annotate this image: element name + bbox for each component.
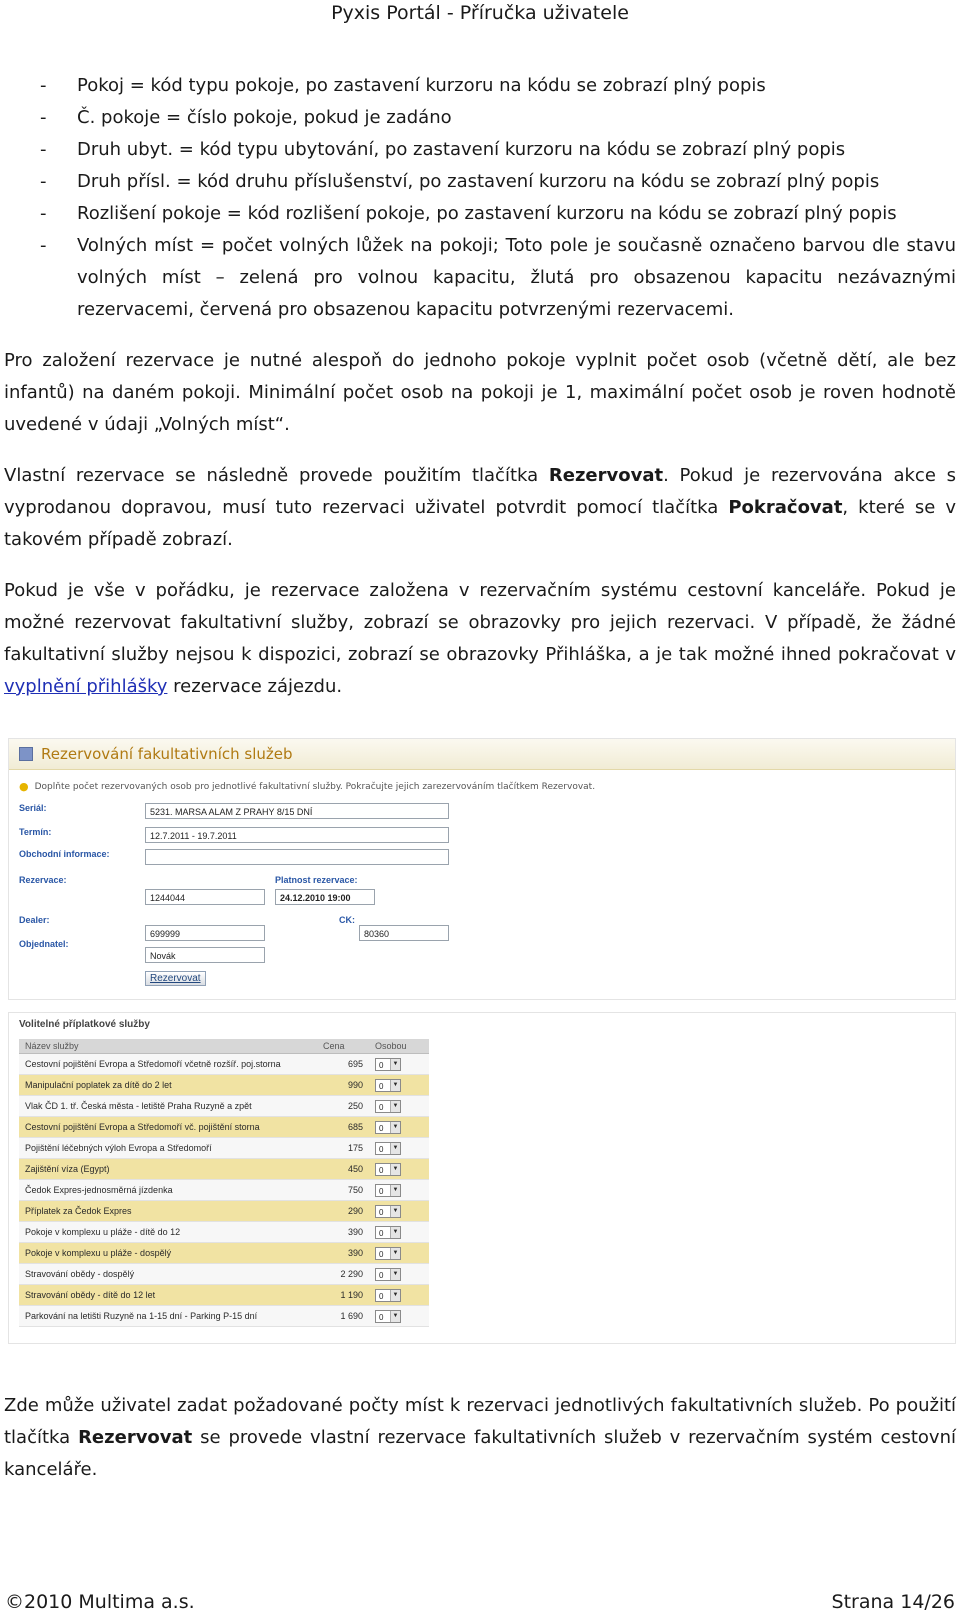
service-qty-cell xyxy=(369,1243,429,1264)
chevron-down-icon[interactable]: ▼ xyxy=(390,1185,400,1196)
table-row xyxy=(19,1117,429,1138)
window-icon xyxy=(19,747,33,761)
reservation-form-screenshot xyxy=(8,738,956,1000)
service-price: 450 xyxy=(317,1159,369,1180)
service-price: 250 xyxy=(317,1096,369,1117)
list-item: - Č. pokoje = číslo pokoje, pokud je zadáno xyxy=(40,107,452,128)
platnost-rezervace-field[interactable]: 24.12.2010 19:00 xyxy=(275,889,375,905)
table-row xyxy=(19,1201,429,1222)
page-footer xyxy=(5,1589,955,1615)
label-serial: Seriál: xyxy=(19,803,47,813)
table-row xyxy=(19,1243,429,1264)
rezervace-field[interactable]: 1244044 xyxy=(145,889,265,905)
chevron-down-icon[interactable]: ▼ xyxy=(390,1059,400,1070)
service-qty-cell xyxy=(369,1117,429,1138)
table-row xyxy=(19,1159,429,1180)
qty-select[interactable] xyxy=(375,1058,401,1071)
qty-select[interactable] xyxy=(375,1226,401,1239)
info-row: ● Doplňte počet rezervovaných osob pro jednotlivé fakultativní služby. Pokračujte jejich zarezervováním tlačítkem Rezervovat. xyxy=(19,780,596,793)
qty-value: 0 xyxy=(379,1081,384,1091)
list-item: - Druh přísl. = kód druhu příslušenství, po zastavení kurzoru na kódu se zobrazí plný popis xyxy=(40,171,880,192)
service-name: Čedok Expres-jednosměrná jízdenka xyxy=(19,1180,317,1201)
prihlaska-link[interactable]: vyplnění přihlášky xyxy=(4,676,168,697)
qty-select[interactable] xyxy=(375,1142,401,1155)
service-price: 685 xyxy=(317,1117,369,1138)
page-number: Strana 14/26 xyxy=(831,1591,955,1613)
reservation-form xyxy=(9,799,955,999)
label-ck: CK: xyxy=(339,915,355,925)
chevron-down-icon[interactable]: ▼ xyxy=(390,1248,400,1259)
chevron-down-icon[interactable]: ▼ xyxy=(390,1164,400,1175)
paragraph-reservation-created: Pokud je vše v pořádku, je rezervace založena v rezervačním systému cestovní kanceláře. Pokud je možné rezervovat fakultativní služby, zobrazí se obrazovky pro jejich rezervaci. V případě, že žádné fakultativní služby nejsou k dispozici, zobrazí se obrazovky Přihláška, a je tak možné ihned pokračovat v vyplnění přihlášky rezervace zájezdu. xyxy=(4,580,956,697)
qty-value: 0 xyxy=(379,1186,384,1196)
chevron-down-icon[interactable]: ▼ xyxy=(390,1290,400,1301)
chevron-down-icon[interactable]: ▼ xyxy=(390,1206,400,1217)
document-body-lower xyxy=(4,1390,956,1486)
qty-select[interactable] xyxy=(375,1100,401,1113)
service-qty-cell xyxy=(369,1054,429,1075)
service-qty-cell xyxy=(369,1222,429,1243)
service-qty-cell xyxy=(369,1180,429,1201)
service-qty-cell xyxy=(369,1159,429,1180)
service-name: Stravování obědy - dospělý xyxy=(19,1264,317,1285)
objednatel-field[interactable]: Novák xyxy=(145,947,265,963)
qty-select[interactable] xyxy=(375,1163,401,1176)
qty-value: 0 xyxy=(379,1165,384,1175)
service-name: Pokoje v komplexu u pláže - dítě do 12 xyxy=(19,1222,317,1243)
service-price: 390 xyxy=(317,1222,369,1243)
paragraph-services-reserve: Zde může uživatel zadat požadované počty míst k rezervaci jednotlivých fakultativních služeb. Po použití tlačítka Rezervovat se provede vlastní rezervace fakultativních služeb v rezervačním systém cestovní kanceláře. xyxy=(4,1395,956,1480)
qty-value: 0 xyxy=(379,1312,384,1322)
service-qty-cell xyxy=(369,1138,429,1159)
qty-value: 0 xyxy=(379,1123,384,1133)
list-item: - Pokoj = kód typu pokoje, po zastavení kurzoru na kódu se zobrazí plný popis xyxy=(40,75,766,96)
qty-select[interactable] xyxy=(375,1121,401,1134)
table-row xyxy=(19,1306,429,1327)
service-price: 290 xyxy=(317,1201,369,1222)
service-name: Pojištění léčebných výloh Evropa a Středomoří xyxy=(19,1138,317,1159)
chevron-down-icon[interactable]: ▼ xyxy=(390,1269,400,1280)
col-name: Název služby xyxy=(19,1039,317,1054)
table-row xyxy=(19,1264,429,1285)
qty-value: 0 xyxy=(379,1291,384,1301)
service-name: Stravování obědy - dítě do 12 let xyxy=(19,1285,317,1306)
qty-select[interactable] xyxy=(375,1310,401,1323)
service-qty-cell xyxy=(369,1096,429,1117)
qty-select[interactable] xyxy=(375,1289,401,1302)
service-price: 390 xyxy=(317,1243,369,1264)
bold-pokracovat: Pokračovat xyxy=(728,497,843,518)
service-name: Příplatek za Čedok Expres xyxy=(19,1201,317,1222)
service-price: 1 690 xyxy=(317,1306,369,1327)
paragraph-min-max-persons: Pro založení rezervace je nutné alespoň do jednoho pokoje vyplnit počet osob (včetně dětí, ale bez infantů) na daném pokoji. Minimální počet osob na pokoji je 1, maximální počet osob je roven hodnotě uvedené v údaji „Volných míst“. xyxy=(4,350,956,435)
qty-value: 0 xyxy=(379,1102,384,1112)
qty-select[interactable] xyxy=(375,1184,401,1197)
service-qty-cell xyxy=(369,1075,429,1096)
table-row xyxy=(19,1054,429,1075)
label-rezervace: Rezervace: xyxy=(19,875,67,885)
services-table xyxy=(19,1039,429,1327)
service-name: Manipulační poplatek za dítě do 2 let xyxy=(19,1075,317,1096)
panel-title: Rezervování fakultativních služeb xyxy=(9,739,955,770)
service-qty-cell xyxy=(369,1201,429,1222)
table-row xyxy=(19,1180,429,1201)
service-price: 990 xyxy=(317,1075,369,1096)
chevron-down-icon[interactable]: ▼ xyxy=(390,1227,400,1238)
list-item: - Rozlišení pokoje = kód rozlišení pokoje, po zastavení kurzoru na kódu se zobrazí plný popis xyxy=(40,203,897,224)
chevron-down-icon[interactable]: ▼ xyxy=(390,1101,400,1112)
services-table-body xyxy=(19,1054,429,1327)
col-qty: Osobou xyxy=(369,1039,429,1054)
chevron-down-icon[interactable]: ▼ xyxy=(390,1080,400,1091)
document-body xyxy=(4,70,956,703)
qty-select[interactable] xyxy=(375,1247,401,1260)
obchodni-informace-field[interactable] xyxy=(145,849,449,865)
label-termin: Termín: xyxy=(19,827,52,837)
label-dealer: Dealer: xyxy=(19,915,50,925)
service-price: 695 xyxy=(317,1054,369,1075)
list-item: - Volných míst = počet volných lůžek na pokoji; Toto pole je současně označeno barvou dle stavu volných míst – zelená pro volnou kapacitu, žlutá pro obsazenou kapacitu nezávaznými rezervacemi, červená pro obsazenou kapacitu potvrzenými rezervacemi. xyxy=(40,235,956,320)
field-description-list xyxy=(4,70,956,326)
qty-value: 0 xyxy=(379,1207,384,1217)
service-name: Parkování na letišti Ruzyně na 1-15 dní - Parking P-15 dní xyxy=(19,1306,317,1327)
service-name: Pokoje v komplexu u pláže - dospělý xyxy=(19,1243,317,1264)
service-qty-cell xyxy=(369,1264,429,1285)
qty-select[interactable] xyxy=(375,1268,401,1281)
table-row xyxy=(19,1138,429,1159)
bold-rezervovat-2: Rezervovat xyxy=(78,1427,193,1448)
col-price: Cena xyxy=(317,1039,369,1054)
list-item: - Druh ubyt. = kód typu ubytování, po zastavení kurzoru na kódu se zobrazí plný popis xyxy=(40,139,846,160)
rezervovat-button[interactable]: Rezervovat xyxy=(145,971,206,986)
chevron-down-icon[interactable]: ▼ xyxy=(390,1311,400,1322)
service-price: 175 xyxy=(317,1138,369,1159)
qty-value: 0 xyxy=(379,1060,384,1070)
qty-value: 0 xyxy=(379,1228,384,1238)
label-objednatel: Objednatel: xyxy=(19,939,69,949)
page-header xyxy=(0,0,960,26)
service-price: 1 190 xyxy=(317,1285,369,1306)
ck-field[interactable]: 80360 xyxy=(359,925,449,941)
qty-value: 0 xyxy=(379,1249,384,1259)
serial-field[interactable]: 5231. MARSA ALAM Z PRAHY 8/15 DNÍ xyxy=(145,803,449,819)
bold-rezervovat: Rezervovat xyxy=(548,465,664,486)
qty-select[interactable] xyxy=(375,1205,401,1218)
qty-value: 0 xyxy=(379,1270,384,1280)
chevron-down-icon[interactable]: ▼ xyxy=(390,1122,400,1133)
service-qty-cell xyxy=(369,1306,429,1327)
table-row xyxy=(19,1285,429,1306)
service-name: Zajištění víza (Egypt) xyxy=(19,1159,317,1180)
chevron-down-icon[interactable]: ▼ xyxy=(390,1143,400,1154)
page-title: Pyxis Portál - Příručka uživatele xyxy=(331,2,629,24)
service-name: Vlak ČD 1. tř. Česká města - letiště Praha Ruzyně a zpět xyxy=(19,1096,317,1117)
service-name: Cestovní pojištění Evropa a Středomoří vč. pojištění storna xyxy=(19,1117,317,1138)
table-row xyxy=(19,1222,429,1243)
dealer-field[interactable]: 699999 xyxy=(145,925,265,941)
label-obchodni: Obchodní informace: xyxy=(19,849,110,859)
qty-value: 0 xyxy=(379,1144,384,1154)
qty-select[interactable] xyxy=(375,1079,401,1092)
label-platnost: Platnost rezervace: xyxy=(275,875,358,885)
paragraph-reserve-button: Vlastní rezervace se následně provede použitím tlačítka Rezervovat. Pokud je rezervována akce s vyprodanou dopravou, musí tuto rezervaci uživatel potvrdit pomocí tlačítka Pokračovat, které se v takovém případě zobrazí. xyxy=(4,465,956,550)
service-price: 750 xyxy=(317,1180,369,1201)
service-price: 2 290 xyxy=(317,1264,369,1285)
termin-field[interactable]: 12.7.2011 - 19.7.2011 xyxy=(145,827,449,843)
table-row xyxy=(19,1075,429,1096)
table-row xyxy=(19,1096,429,1117)
service-name: Cestovní pojištění Evropa a Středomoří včetně rozšíř. poj.storna xyxy=(19,1054,317,1075)
lightbulb-icon: ● xyxy=(19,780,29,793)
copyright: ©2010 Multima a.s. xyxy=(5,1591,195,1613)
service-qty-cell xyxy=(369,1285,429,1306)
optional-services-screenshot xyxy=(8,1012,956,1344)
services-title: Volitelné příplatkové služby xyxy=(19,1019,150,1030)
